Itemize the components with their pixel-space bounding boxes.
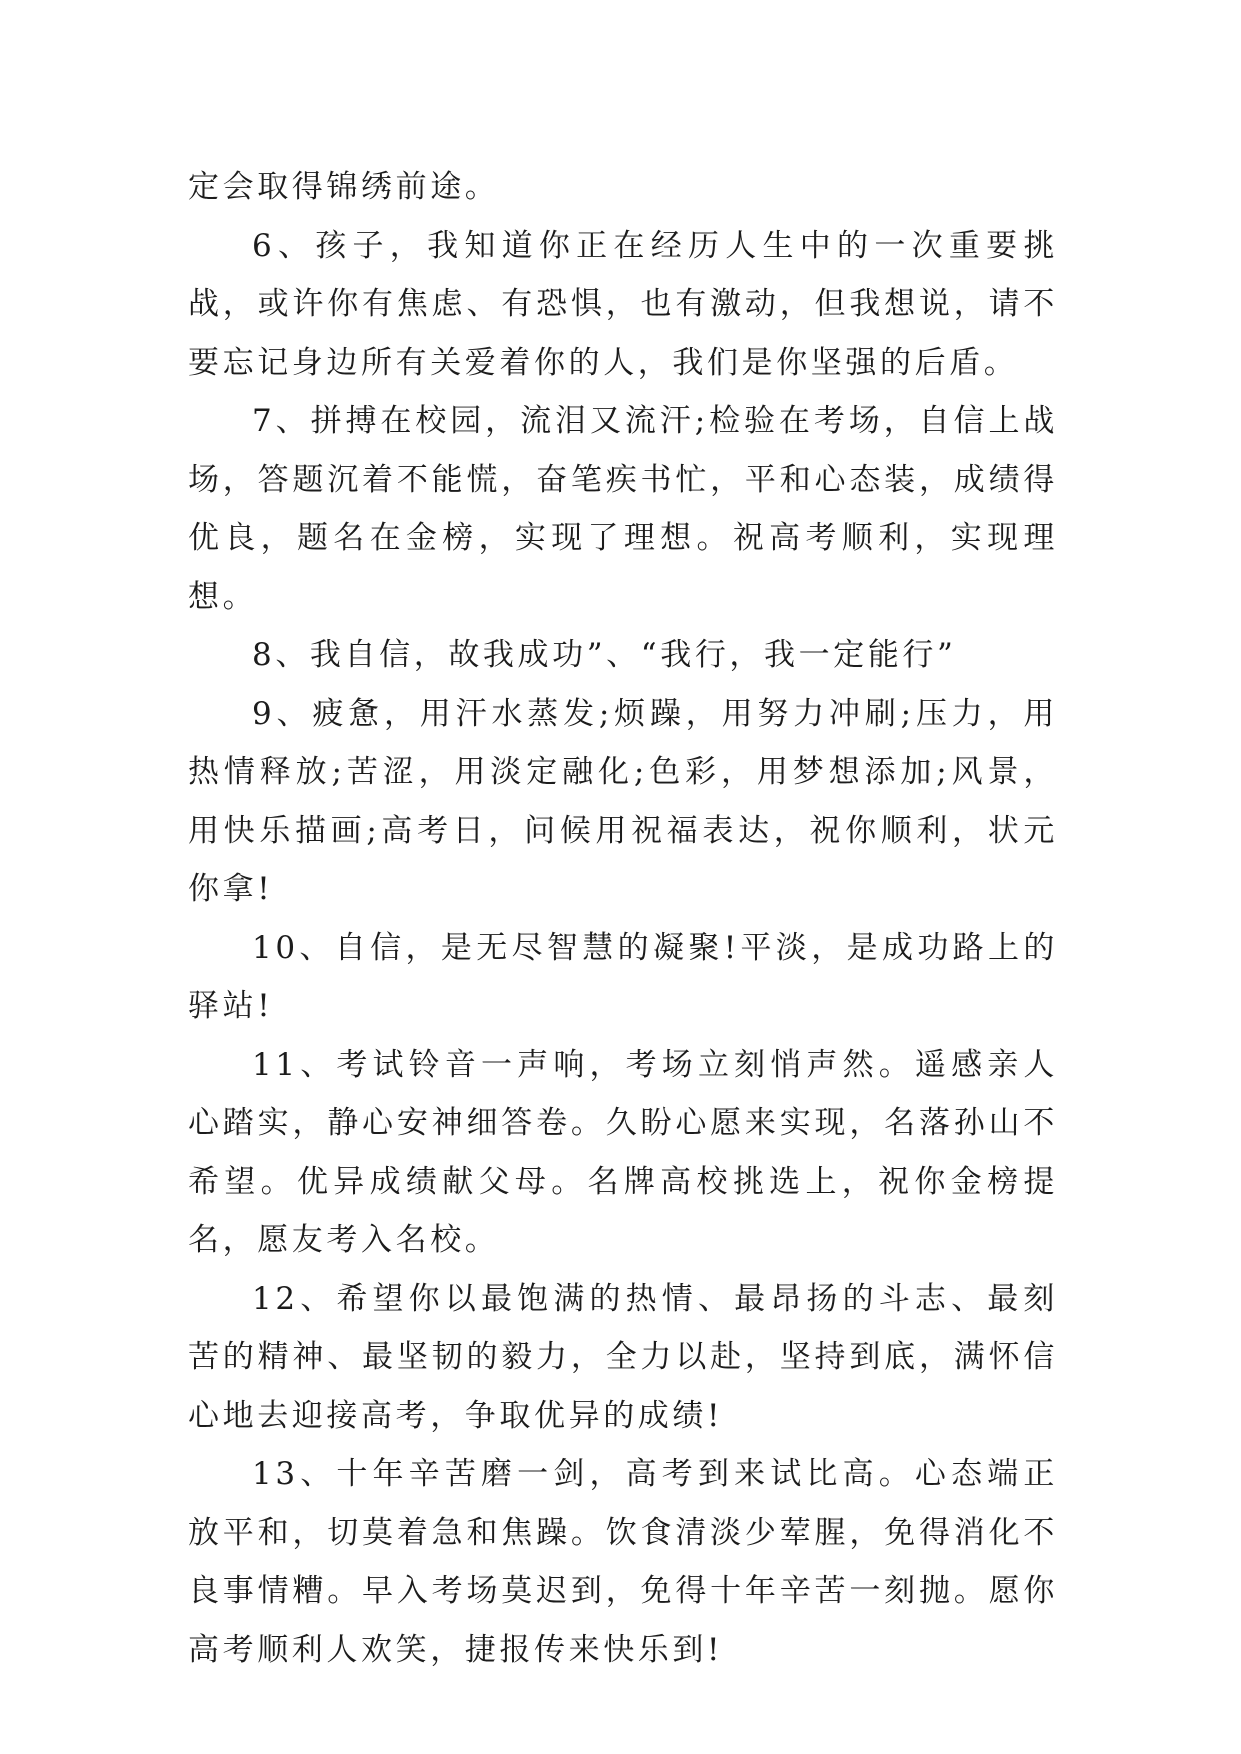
paragraph-item-11: 11、考试铃音一声响，考场立刻悄声然。遥感亲人心踏实，静心安神细答卷。久盼心愿来实现，名落孙山不希望。优异成绩献父母。名牌高校挑选上，祝你金榜提名，愿友考入名校。 xyxy=(188,1046,1058,1258)
paragraph-item-10: 10、自信，是无尽智慧的凝聚!平淡，是成功路上的驿站! xyxy=(188,929,1058,1024)
paragraph-item-8: 8、我自信，故我成功”、“我行，我一定能行” xyxy=(252,637,957,673)
paragraph-item-7: 7、拼搏在校园，流泪又流汗;检验在考场，自信上战场，答题沉着不能慌，奋笔疾书忙，平和心态装，成绩得优良，题名在金榜，实现了理想。祝高考顺利，实现理想。 xyxy=(188,403,1058,615)
paragraph-item-13: 13、十年辛苦磨一剑，高考到来试比高。心态端正放平和，切莫着急和焦躁。饮食清淡少荤腥，免得消化不良事情糟。早入考场莫迟到，免得十年辛苦一刻抛。愿你高考顺利人欢笑，捷报传来快乐到! xyxy=(188,1456,1058,1668)
paragraph-continuation: 定会取得锦绣前途。 xyxy=(188,169,500,205)
paragraph-item-6: 6、孩子，我知道你正在经历人生中的一次重要挑战，或许你有焦虑、有恐惧，也有激动，但我想说，请不要忘记身边所有关爱着你的人，我们是你坚强的后盾。 xyxy=(188,227,1058,381)
document-body xyxy=(188,158,1058,1679)
paragraph-item-9: 9、疲惫，用汗水蒸发;烦躁，用努力冲刷;压力，用热情释放;苦涩，用淡定融化;色彩，用梦想添加;风景，用快乐描画;高考日，问候用祝福表达，祝你顺利，状元你拿! xyxy=(188,695,1058,907)
paragraph-item-12: 12、希望你以最饱满的热情、最昂扬的斗志、最刻苦的精神、最坚韧的毅力，全力以赴，坚持到底，满怀信心地去迎接高考，争取优异的成绩! xyxy=(188,1280,1058,1434)
